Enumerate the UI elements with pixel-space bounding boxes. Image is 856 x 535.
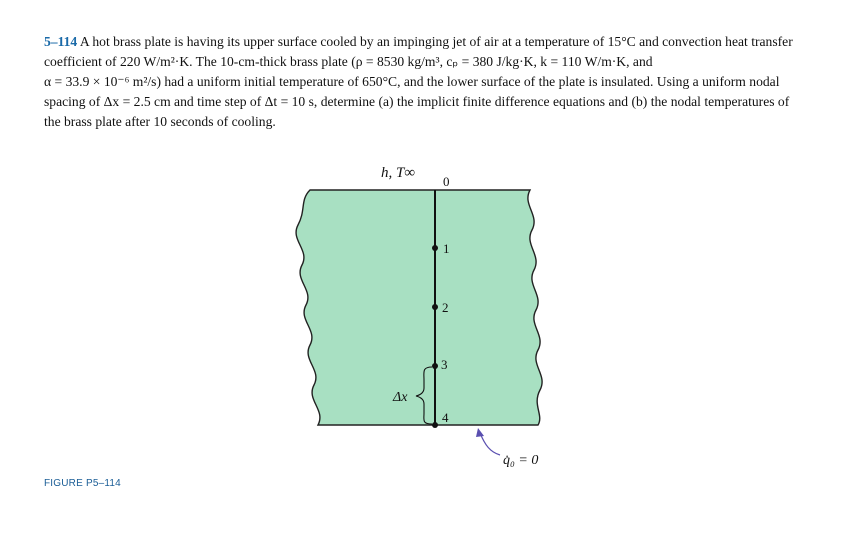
node-0-label: 0 [443,174,450,189]
insulated-arrow-head [476,428,484,437]
spacing-label: Δx [393,390,408,405]
problem-line-5: the brass plate after 10 seconds of cooling. [44,114,276,129]
node-1-label: 1 [443,241,450,256]
problem-line-2: coefficient of 220 W/m²·K. The 10-cm-thick brass plate (ρ = 8530 kg/m³, cₚ = 380 J/kg·K, k = 110 W/m·K, and [44,54,653,69]
node-4-label: 4 [442,410,449,425]
figure-caption: FIGURE P5–114 [44,478,121,489]
insulated-arrow-shaft [480,433,500,455]
heat-flux-label: q̇₀ = 0 [503,453,539,468]
problem-text-1: A hot brass plate is having its upper surface cooled by an impinging jet of air at a temperature of 15°C and convection heat transfer [79,34,793,49]
node-3-dot [432,363,438,369]
node-2-label: 2 [442,300,449,315]
node-2-dot [432,304,438,310]
node-1-dot [432,245,438,251]
problem-line-4: spacing of Δx = 2.5 cm and time step of Δt = 10 s, determine (a) the implicit finite difference equations and (b) the nodal temperatures of [44,94,790,109]
node-3-label: 3 [441,357,448,372]
brass-plate [296,190,542,425]
problem-line-3: α = 33.9 × 10⁻⁶ m²/s) had a uniform initial temperature of 650°C, and the lower surface of the plate is insulated. Using a uniform nodal [44,74,780,89]
convection-label: h, T∞ [381,165,416,181]
node-4-dot [432,422,438,428]
problem-number: 5–114 [44,34,78,49]
